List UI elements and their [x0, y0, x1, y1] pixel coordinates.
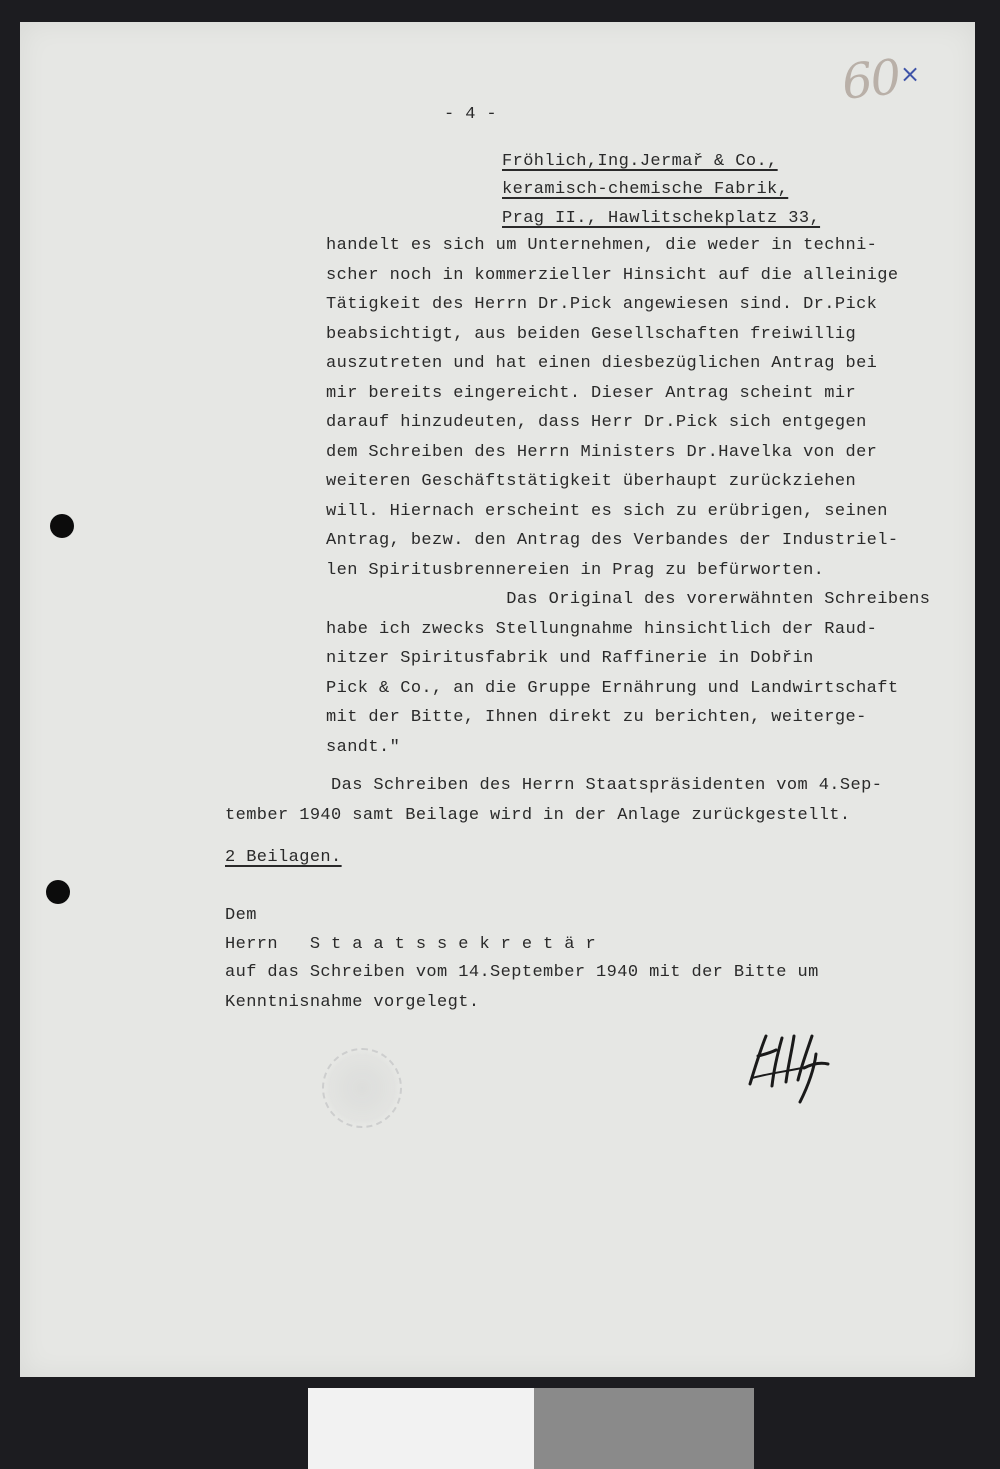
address-line-3: Prag II., Hawlitschekplatz 33, — [502, 209, 821, 228]
body-line: mir bereits eingereicht. Dieser Antrag scheint mir — [326, 384, 857, 403]
faded-stamp — [322, 1048, 402, 1128]
addressee-line: Dem — [225, 906, 257, 925]
body-line: scher noch in kommerzieller Hinsicht auf die alleinige — [326, 266, 899, 285]
body-line: beabsichtigt, aus beiden Gesellschaften freiwillig — [326, 325, 857, 344]
body-line: will. Hiernach erscheint es sich zu erübrigen, seinen — [326, 502, 888, 521]
color-reference-strip-white — [308, 1388, 534, 1469]
address-line-1: Fröhlich,Ing.Jermař & Co., — [502, 152, 778, 171]
address-line-2: keramisch-chemische Fabrik, — [502, 180, 789, 199]
body-line: Antrag, bezw. den Antrag des Verbandes der Industriel- — [326, 531, 899, 550]
closing-line: Das Schreiben des Herrn Staatspräsidenten vom 4.Sep- — [225, 776, 883, 795]
body-line: nitzer Spiritusfabrik und Raffinerie in Dobřin — [326, 649, 814, 668]
archive-folio-number: 60 — [839, 49, 902, 111]
body-line: darauf hinzudeuten, dass Herr Dr.Pick sich entgegen — [326, 413, 867, 432]
body-line: Tätigkeit des Herrn Dr.Pick angewiesen sind. Dr.Pick — [326, 295, 878, 314]
punch-hole-top — [50, 514, 74, 538]
body-line: dem Schreiben des Herrn Ministers Dr.Havelka von der — [326, 443, 878, 462]
body-line: habe ich zwecks Stellungnahme hinsichtlich der Raud- — [326, 620, 878, 639]
body-line: handelt es sich um Unternehmen, die weder in techni- — [326, 236, 878, 255]
archive-cross-mark: × — [900, 60, 921, 88]
body-line: auszutreten und hat einen diesbezüglichen Antrag bei — [326, 354, 878, 373]
body-line: weiteren Geschäftstätigkeit überhaupt zurückziehen — [326, 472, 857, 491]
enclosures-note: 2 Beilagen. — [225, 848, 342, 867]
addressee-line: Kenntnisnahme vorgelegt. — [225, 993, 480, 1012]
closing-line: tember 1940 samt Beilage wird in der Anlage zurückgestellt. — [225, 806, 851, 825]
body-line: mit der Bitte, Ihnen direkt zu berichten, weiterge- — [326, 708, 867, 727]
addressee-line: Herrn S t a a t s s e k r e t ä r — [225, 935, 597, 954]
body-line: sandt." — [326, 738, 401, 757]
punch-hole-bottom — [46, 880, 70, 904]
body-line: len Spiritusbrennereien in Prag zu befürworten. — [326, 561, 825, 580]
page-number: - 4 - — [444, 105, 498, 124]
addressee-line: auf das Schreiben vom 14.September 1940 mit der Bitte um — [225, 963, 819, 982]
body-line: Pick & Co., an die Gruppe Ernährung und Landwirtschaft — [326, 679, 899, 698]
handwritten-signature — [742, 1024, 837, 1104]
body-line: Das Original des vorerwähnten Schreibens — [326, 590, 931, 609]
color-reference-strip-gray — [534, 1388, 754, 1469]
